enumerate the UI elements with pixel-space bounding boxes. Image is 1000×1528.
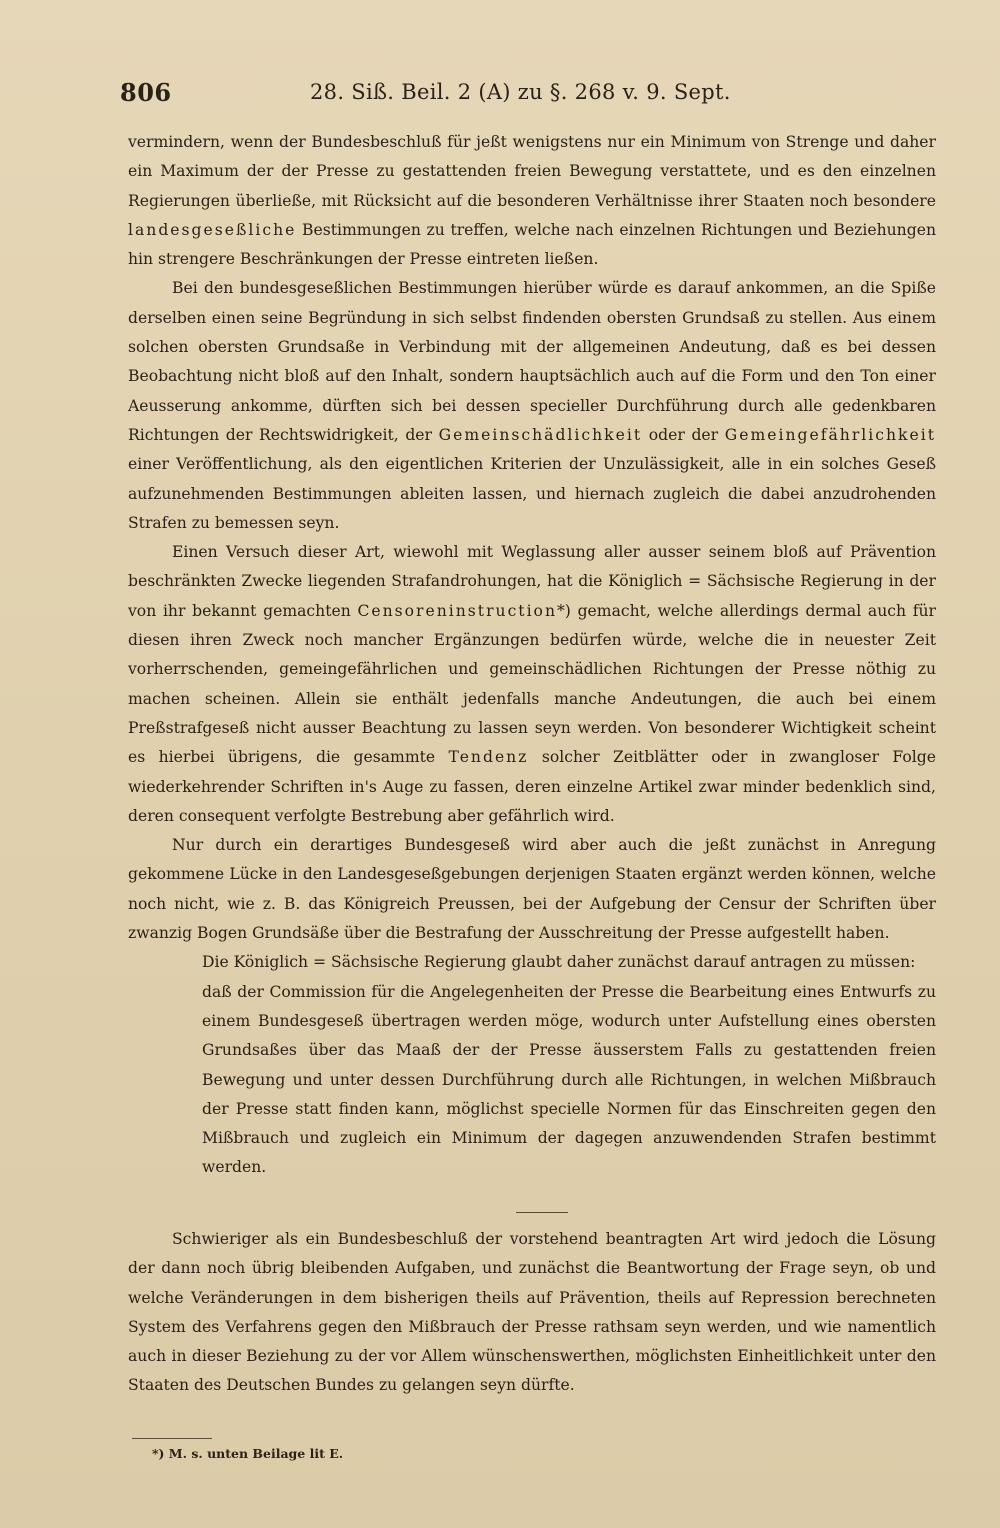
section-divider	[516, 1212, 568, 1213]
spaced-term: Censoreninstruction	[357, 601, 557, 620]
paragraph-3-text-a: Einen Versuch dieser Art, wiewohl mit Weglassung aller ausser seinem bloß auf Prävention beschränkten Zwecke liegenden Strafandrohungen, hat die Königlich = Sächsische Regierung in der von ihr bekannt gemachten	[128, 543, 936, 620]
paragraph-1	[128, 128, 936, 274]
running-head: 28. Siß. Beil. 2 (A) zu §. 268 v. 9. Sept.	[310, 80, 731, 104]
paragraph-6: Schwieriger als ein Bundesbeschluß der vorstehend beantragten Art wird jedoch die Lösung der dann noch übrig bleibenden Aufgaben, und zunächst die Beantwortung der Frage seyn, ob und welche Veränderungen in dem bisherigen theils auf Prävention, theils auf Repression berechneten System des Verfahrens gegen den Mißbrauch der Presse rathsam seyn werden, und wie namentlich auch in dieser Beziehung zu der vor Allem wünschenswerthen, möglichsten Einheitlichkeit unter den Staaten des Deutschen Bundes zu gelangen seyn dürfte.	[128, 1230, 936, 1395]
footnote-rule	[132, 1438, 212, 1439]
page-header	[120, 78, 940, 112]
closing-text	[128, 1225, 936, 1401]
spaced-term: Gemeingefährlichkeit	[724, 425, 936, 444]
spaced-term: Tendenz	[448, 748, 529, 767]
paragraph-3-text-b: *) gemacht, welche allerdings dermal auch für diesen ihren Zweck noch mancher Ergänzungen bedürfen würde, welche die in neuester Zeit vorherrschenden, gemeingefährlichen und gemeinschädlichen Richtungen der Presse nöthig zu machen scheinen. Allein sie enthält jedenfalls manche Andeutungen, die auch bei einem Preßstrafgeseß nicht ausser Beachtung zu lassen seyn werden. Von besonderer Wichtigkeit scheint es hierbei übrigens, die gesammte	[128, 601, 936, 767]
paragraph-1-end: Bestimmungen zu treffen, welche nach einzelnen Richtungen und Beziehungen hin strengere Beschränkungen der Presse eintreten ließen.	[128, 220, 936, 269]
paragraph-2	[128, 274, 936, 538]
spaced-term: landesgeseßliche	[128, 220, 297, 239]
paragraph-2-text-b: oder der	[648, 425, 719, 444]
paragraph-3-text-c: solcher Zeitblätter oder in zwangloser Folge wiederkehrender Schriften in's Auge zu fassen, deren einzelne Artikel zwar minder bedenklich sind, deren consequent verfolgte Bestrebung aber gefährlich wird.	[128, 748, 936, 825]
paragraph-4: Nur durch ein derartiges Bundesgeseß wird aber auch die jeßt zunächst in Anregung gekommene Lücke in den Landesgeseßgebungen derjenigen Staaten ergänzt werden können, welche noch nicht, wie z. B. das Königreich Preussen, bei der Aufgebung der Censur der Schriften über zwanzig Bogen Grundsäße über die Bestrafung der Ausschreitung der Presse aufgestellt haben.	[128, 836, 936, 943]
proposal-body: daß der Commission für die Angelegenheiten der Presse die Bearbeitung eines Entwurfs zu einem Bundesgeseß übertragen werden möge, wodurch unter Aufstellung eines obersten Grundsaßes über das Maaß der der Presse äusserstem Falls zu gestattenden freien Bewegung und unter dessen Durchführung durch alle Richtungen, in welchen Mißbrauch der Presse statt finden kann, möglichst specielle Normen für das Einschreiten gegen den Mißbrauch und zugleich ein Minimum der dagegen anzuwendenden Strafen bestimmt werden.	[202, 982, 936, 1177]
paragraph-1-text: vermindern, wenn der Bundesbeschluß für jeßt wenigstens nur ein Minimum von Strenge und daher ein Maximum der der Presse zu gestattenden freien Bewegung verstattete, und es den einzelnen Regierungen überließe, mit Rücksicht auf die besonderen Verhältnisse ihrer Staaten noch besondere	[128, 133, 936, 210]
paragraph-2-text-c: einer Veröffentlichung, als den eigentlichen Kriterien der Unzulässigkeit, alle in ein solches Geseß aufzunehmenden Bestimmungen ableiten lassen, und hiernach zugleich die dabei anzudrohenden Strafen zu bemessen seyn.	[128, 455, 936, 532]
spaced-term: Gemeinschädlichkeit	[438, 425, 643, 444]
proposal-block	[202, 948, 936, 1182]
proposal-intro: Die Königlich = Sächsische Regierung glaubt daher zunächst darauf antragen zu müssen:	[202, 953, 916, 972]
main-text	[128, 128, 936, 1183]
footnote: *) M. s. unten Beilage lit E.	[152, 1446, 344, 1461]
paragraph-3	[128, 538, 936, 831]
paragraph-2-text-a: Bei den bundesgeseßlichen Bestimmungen hierüber würde es darauf ankommen, an die Spiße derselben einen seine Begründung in sich selbst findenden obersten Grundsaß zu stellen. Aus einem solchen obersten Grundsaße in Verbindung mit der allgemeinen Andeutung, daß es bei dessen Beobachtung nicht bloß auf den Inhalt, sondern hauptsächlich auch auf die Form und den Ton einer Aeusserung ankomme, dürften sich bei dessen specieller Durchführung durch alle gedenkbaren Richtungen der Rechtswidrigkeit, der	[128, 279, 936, 444]
page-number: 806	[120, 78, 172, 107]
